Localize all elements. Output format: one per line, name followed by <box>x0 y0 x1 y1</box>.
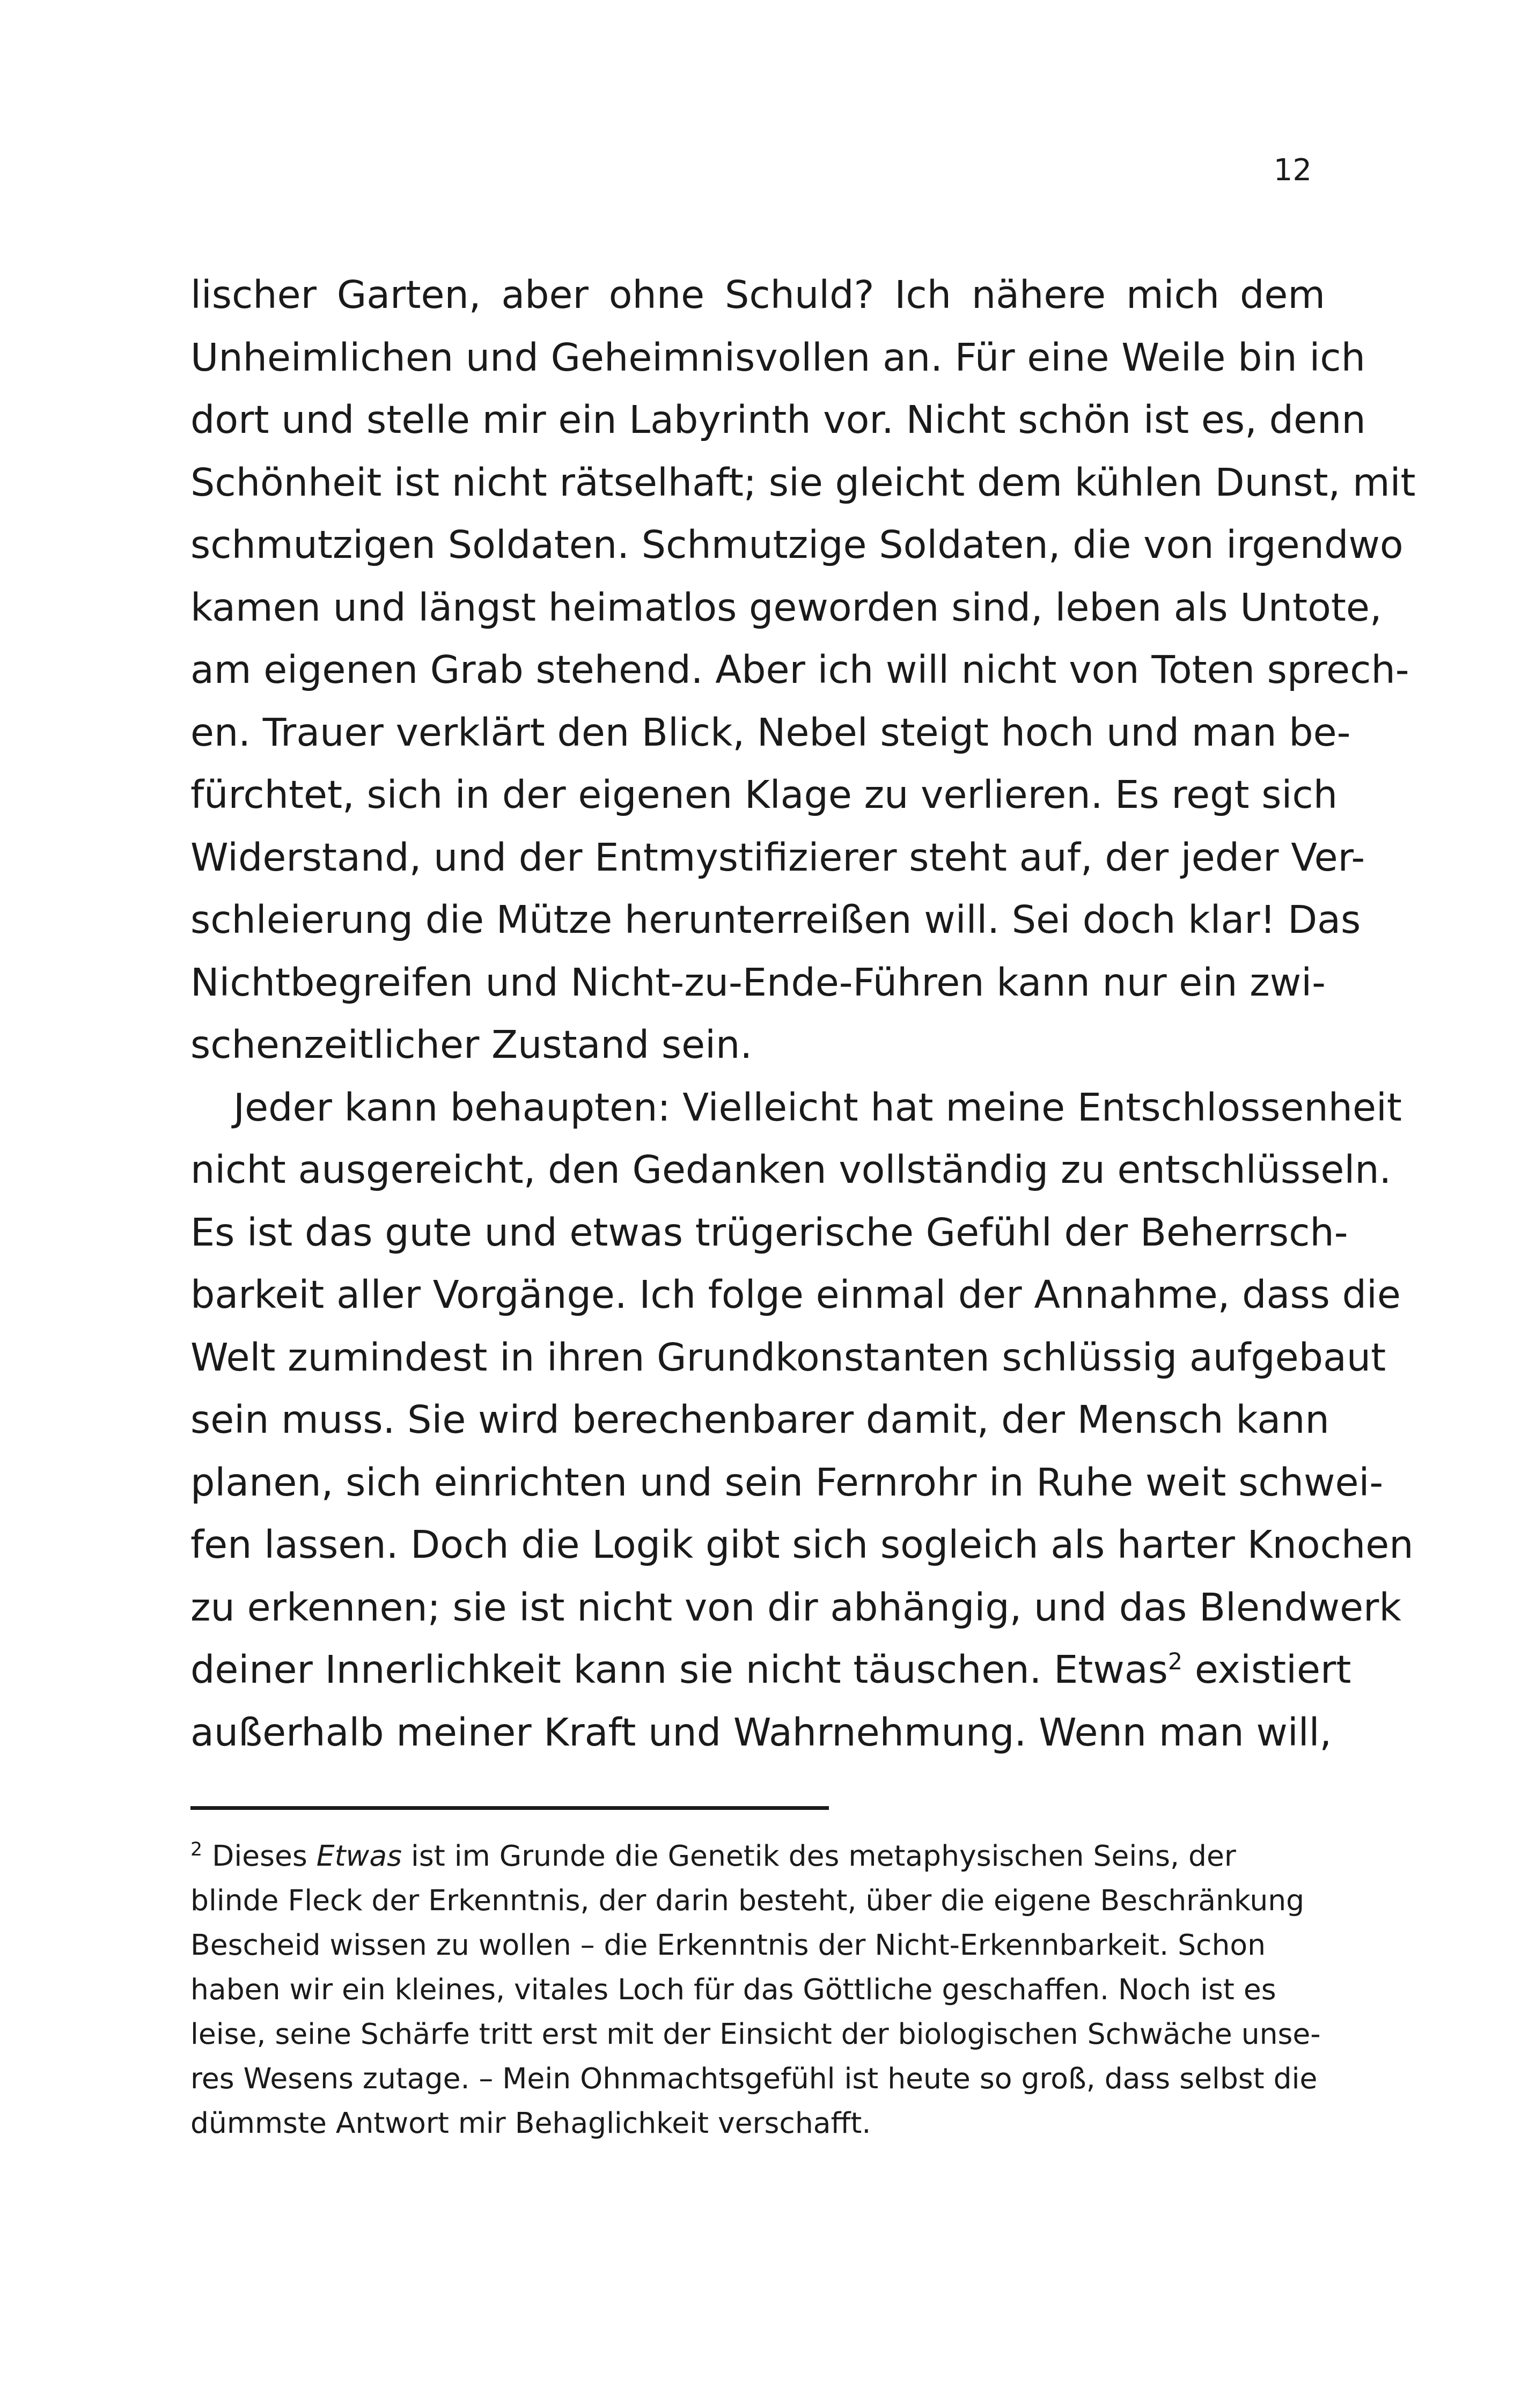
footnote-line: leise, seine Schärfe tritt erst mit der Einsicht der biologischen Schwäche unse- <box>190 2017 1321 2051</box>
text-line: planen, sich einrichten und sein Fernrohr in Ruhe weit schwei- <box>190 1460 1384 1505</box>
footnote <box>190 1833 1325 2145</box>
text-line <box>190 1639 1351 1702</box>
footnote-line: Bescheid wissen zu wollen – die Erkenntnis der Nicht-Erkennbarkeit. Schon <box>190 1928 1266 1962</box>
main-text <box>190 264 1416 1764</box>
text-line: außerhalb meiner Kraft und Wahrnehmung. Wenn man will, <box>190 1710 1332 1755</box>
text-segment: ist im Grunde die Genetik des metaphysischen Seins, der <box>401 1839 1236 1873</box>
text-line: schmutzigen Soldaten. Schmutzige Soldaten, die von irgendwo <box>190 522 1404 567</box>
text-line: Welt zumindest in ihren Grundkonstanten schlüssig aufgebaut <box>190 1335 1386 1380</box>
text-line: Es ist das gute und etwas trügerische Gefühl der Beherrsch- <box>190 1210 1348 1255</box>
text-line: Schönheit ist nicht rätselhaft; sie gleicht dem kühlen Dunst, mit <box>190 460 1416 505</box>
text-segment: deiner Innerlichkeit kann sie nicht täuschen. Etwas <box>190 1647 1168 1692</box>
text-line: fen lassen. Doch die Logik gibt sich sogleich als harter Knochen <box>190 1522 1414 1567</box>
text-line: schenzeitlicher Zustand sein. <box>190 1022 753 1067</box>
footnote-marker: 2 <box>190 1839 203 1861</box>
emphasized-word: Etwas <box>316 1839 402 1873</box>
text-line: nicht ausgereicht, den Gedanken vollständig zu entschlüsseln. <box>190 1147 1392 1192</box>
text-line: dort und stelle mir ein Labyrinth vor. Nicht schön ist es, denn <box>190 397 1366 442</box>
footnote-line <box>190 1833 1325 1878</box>
text-line: Widerstand, und der Entmystifizierer steht auf, der jeder Ver- <box>190 835 1365 880</box>
text-line: Nichtbegreifen und Nicht-zu-Ende-Führen kann nur ein zwi- <box>190 960 1326 1005</box>
text-line: sein muss. Sie wird berechenbarer damit, der Mensch kann <box>190 1397 1329 1442</box>
text-line: Unheimlichen und Geheimnisvollen an. Für eine Weile bin ich <box>190 335 1365 380</box>
text-line: schleierung die Mütze herunterreißen will. Sei doch klar! Das <box>190 897 1361 942</box>
footnote-line: haben wir ein kleines, vitales Loch für das Göttliche geschaffen. Noch ist es <box>190 1972 1276 2006</box>
text-line: fürchtet, sich in der eigenen Klage zu verlieren. Es regt sich <box>190 772 1338 817</box>
footnote-reference[interactable]: 2 <box>1167 1648 1183 1676</box>
footnote-separator <box>190 1806 829 1810</box>
footnote-line: dümmste Antwort mir Behaglichkeit verschafft. <box>190 2106 871 2140</box>
text-line: barkeit aller Vorgänge. Ich folge einmal der Annahme, dass die <box>190 1272 1401 1317</box>
text-line: am eigenen Grab stehend. Aber ich will nicht von Toten sprech- <box>190 647 1409 692</box>
footnote-line: blinde Fleck der Erkenntnis, der darin besteht, über die eigene Beschränkung <box>190 1883 1305 1917</box>
text-line: Jeder kann behaupten: Vielleicht hat meine Entschlossenheit <box>233 1085 1402 1130</box>
footnote-line: res Wesens zutage. – Mein Ohnmachtsgefühl ist heute so groß, dass selbst die <box>190 2061 1318 2095</box>
text-line: lischer Garten, aber ohne Schuld? Ich nähere mich dem <box>190 273 1325 317</box>
page-number: 12 <box>1273 153 1312 188</box>
text-segment: existiert <box>1182 1647 1351 1692</box>
text-segment: Dieses <box>212 1839 317 1873</box>
text-line: zu erkennen; sie ist nicht von dir abhängig, und das Blendwerk <box>190 1585 1401 1630</box>
text-line: kamen und längst heimatlos geworden sind, leben als Untote, <box>190 585 1382 630</box>
text-line: en. Trauer verklärt den Blick, Nebel steigt hoch und man be- <box>190 710 1351 755</box>
